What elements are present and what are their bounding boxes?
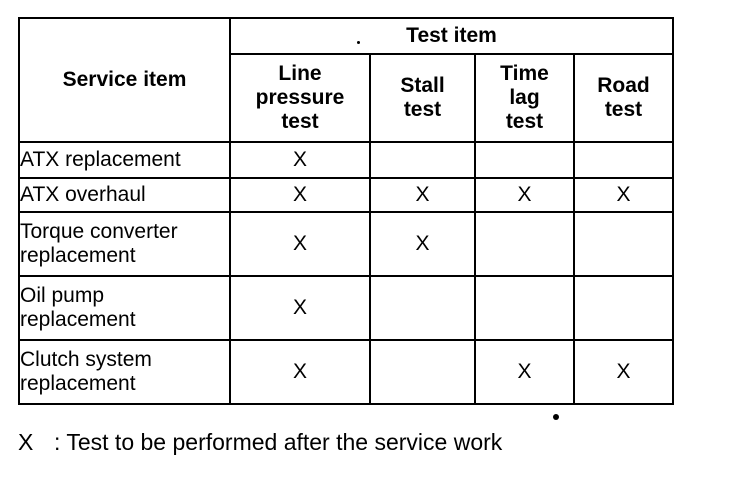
time-lag-test-header: Time lag test	[475, 54, 574, 142]
table-row	[19, 276, 673, 340]
legend	[18, 428, 502, 456]
test-mark-cell: X	[230, 142, 370, 178]
test-mark-cell: X	[370, 212, 475, 276]
test-mark-cell	[475, 276, 574, 340]
test-mark-cell: X	[230, 276, 370, 340]
test-mark-cell: X	[574, 178, 673, 212]
stray-dot	[553, 414, 559, 420]
table-row	[19, 178, 673, 212]
line-pressure-test-header: Line pressure test	[230, 54, 370, 142]
service-item-cell: Clutch system replacement	[19, 340, 230, 404]
service-item-cell: ATX replacement	[19, 142, 230, 178]
test-mark-cell	[370, 276, 475, 340]
test-mark-cell	[475, 142, 574, 178]
service-item-cell: ATX overhaul	[19, 178, 230, 212]
test-mark-cell: X	[230, 340, 370, 404]
service-item-cell: Oil pump replacement	[19, 276, 230, 340]
table-row	[19, 142, 673, 178]
test-mark-cell: X	[574, 340, 673, 404]
service-item-header: Service item	[19, 18, 230, 142]
service-item-cell: Torque converter replacement	[19, 212, 230, 276]
legend-text: : Test to be performed after the service work	[54, 429, 503, 455]
road-test-header: Road test	[574, 54, 673, 142]
test-mark-cell: X	[475, 340, 574, 404]
test-mark-cell	[574, 212, 673, 276]
test-mark-cell: X	[475, 178, 574, 212]
test-mark-cell: X	[230, 212, 370, 276]
test-mark-cell	[574, 142, 673, 178]
legend-symbol: X	[18, 429, 34, 455]
stall-test-header: Stall test	[370, 54, 475, 142]
test-mark-cell: X	[230, 178, 370, 212]
test-mark-cell	[370, 340, 475, 404]
test-mark-cell	[574, 276, 673, 340]
table-row	[19, 340, 673, 404]
test-mark-cell: X	[370, 178, 475, 212]
service-test-table	[18, 17, 674, 405]
stray-dot	[357, 41, 360, 44]
table-row	[19, 212, 673, 276]
test-mark-cell	[370, 142, 475, 178]
test-item-header: Test item	[230, 18, 673, 54]
test-mark-cell	[475, 212, 574, 276]
